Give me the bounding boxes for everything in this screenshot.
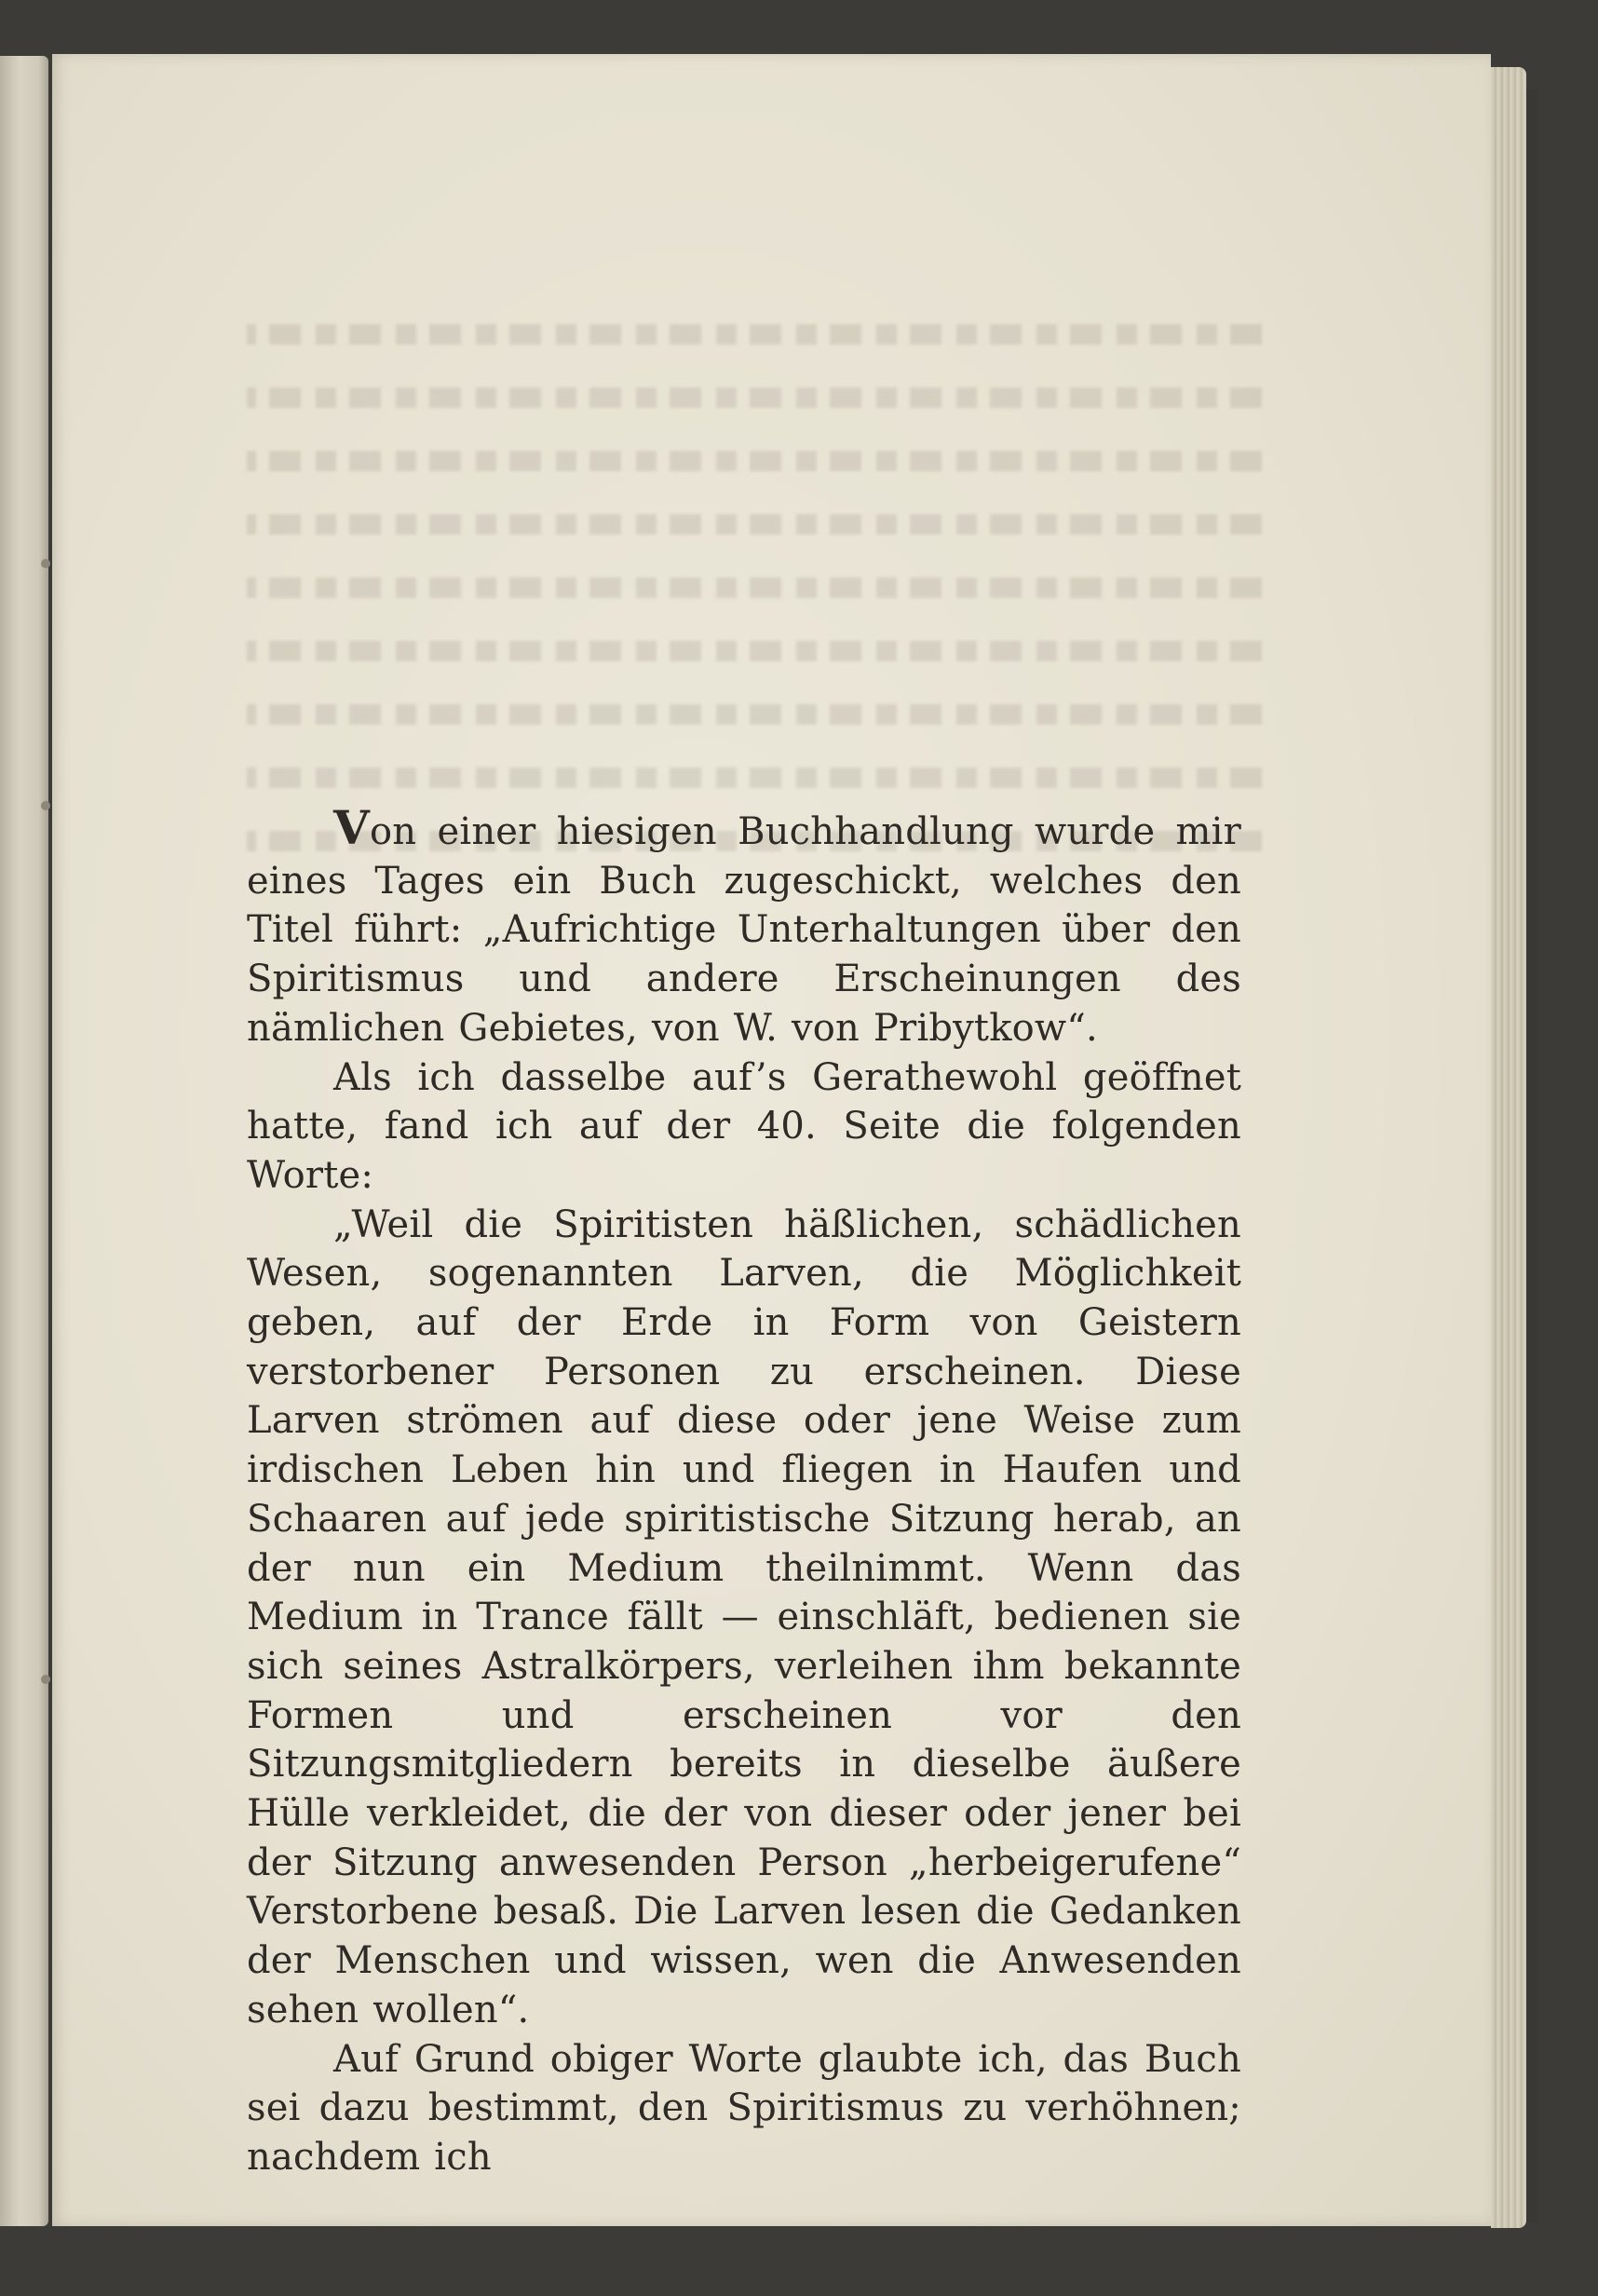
binding-stitch bbox=[41, 1675, 50, 1684]
initial-letter: V bbox=[333, 800, 370, 855]
bleed-through-text bbox=[247, 307, 1262, 792]
page-text bbox=[247, 800, 1241, 2182]
binding-stitch bbox=[41, 559, 50, 568]
paragraph-text: on einer hiesigen Buchhandlung wurde mir eines Tages ein Buch zugeschickt, welches den Titel führt: „Aufrichtige Unterhaltungen über den Spiritismus und andere Erscheinungen des nämlichen Gebietes, von W. von Pribytkow“. bbox=[247, 810, 1241, 1050]
paragraph: Als ich dasselbe auf’s Gerathewohl geöffnet hatte, fand ich auf der 40. Seite die folgenden Worte: bbox=[247, 1055, 1241, 1197]
facing-page-edge bbox=[0, 56, 48, 2226]
paragraph bbox=[247, 800, 1241, 1053]
page-stack-edge bbox=[1491, 67, 1526, 2228]
quotation-paragraph: „Weil die Spiritisten häßlichen, schädlichen Wesen, sogenannten Larven, die Möglichkeit geben, auf der Erde in Form von Geistern verstorbener Personen zu erscheinen. Diese Larven strömen auf diese oder jene Weise zum irdischen Leben hin und fliegen in Haufen und Schaaren auf jede spiritistische Sitzung herab, an der nun ein Medium theilnimmt. Wenn das Medium in Trance fällt — einschläft, bedienen sie sich seines Astralkörpers, verleihen ihm bekannte Formen und erscheinen vor den Sitzungsmitgliedern bereits in dieselbe äußere Hülle verkleidet, die der von dieser oder jener bei der Sitzung anwesenden Person „herbeigerufene“ Verstorbene besaß. Die Larven lesen die Gedanken der Menschen und wissen, wen die Anwesenden sehen wollen“. bbox=[247, 1202, 1241, 2031]
book-spine bbox=[1526, 89, 1537, 2222]
paragraph: Auf Grund obiger Worte glaubte ich, das Buch sei dazu bestimmt, den Spiritismus zu verhöhnen; nachdem ich bbox=[247, 2037, 1241, 2179]
binding-stitch bbox=[41, 801, 50, 810]
